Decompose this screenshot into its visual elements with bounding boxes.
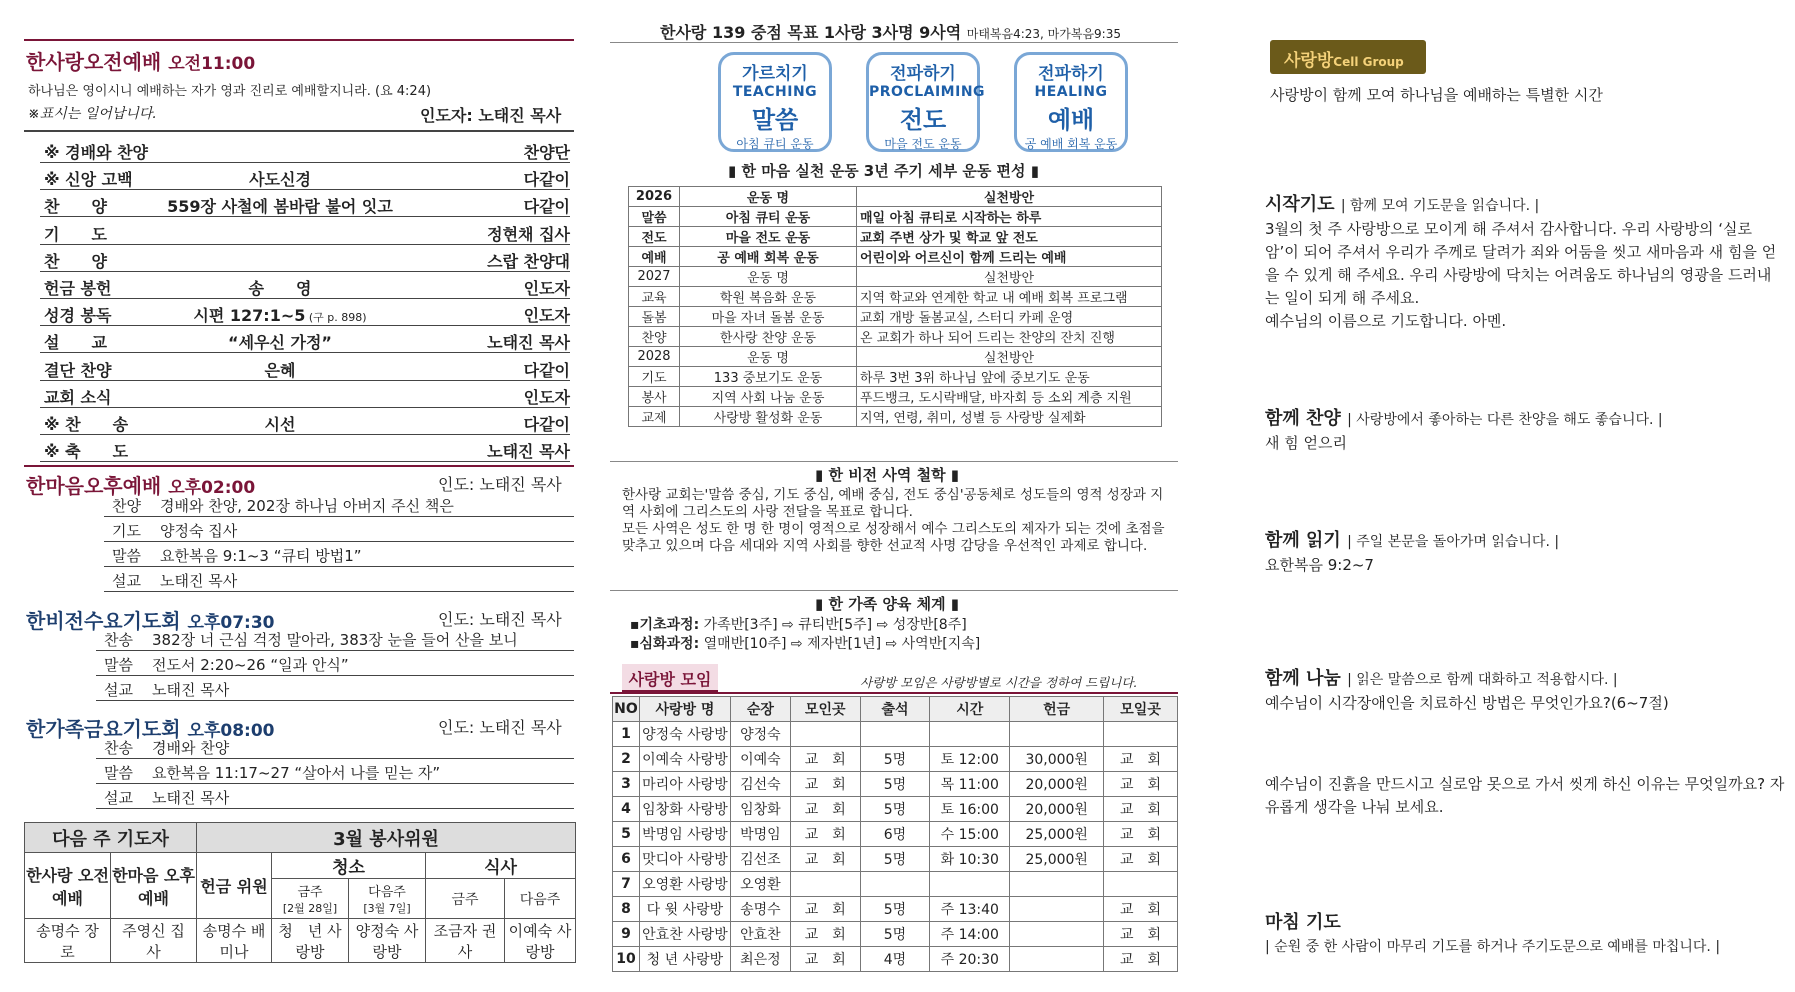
order-by: 다같이 [523,170,570,190]
groups-header: 시간 [930,697,1010,722]
order-by: 정현채 집사 [487,224,570,244]
order-row [104,567,574,592]
order-row [40,218,570,245]
groups-cell: 마리아 사랑방 [639,772,730,797]
badge-main: 말씀 [751,106,799,134]
movement-year: 2027 [629,267,680,287]
friday-leader: 인도: 노태진 목사 [438,718,562,737]
groups-cell: 교 회 [790,822,860,847]
groups-cell: 교 회 [790,897,860,922]
afternoon-title: 한마음오후예배 오후02:00 [26,474,256,498]
groups-cell: 5명 [860,772,930,797]
order-by: 인도자 [523,279,570,298]
order-label: 헌금 봉헌 [44,279,112,298]
movement-row [629,287,1162,307]
order-row [40,435,570,462]
order-row [96,784,574,809]
groups-cell: 4 [613,797,640,822]
meal-next-week: 다음주 [505,879,576,919]
order-label: 찬송 [104,631,133,649]
order-content: 양정숙 집사 [160,522,238,540]
groups-cell [860,722,930,747]
groups-cell: 화 10:30 [930,847,1010,872]
order-row [40,326,570,353]
badge-english: TEACHING [732,84,818,100]
friday-title: 한가족금요기도회 오후08:00 [26,717,275,741]
movement-cat: 봉사 [629,387,680,407]
order-content: 요한복음 11:17~27 “살아서 나를 믿는 자” [152,764,441,782]
groups-cell [930,722,1010,747]
goal-title: 한사랑 139 중점 목표 1사랑 3사명 9사역 마태복음4:23, 마가복음9:35 [660,23,1121,42]
morning-leader: 인도자: 노태진 목사 [420,106,562,125]
col-morning: 한사랑 오전예배 [25,853,111,919]
groups-cell: 박명임 사랑방 [639,822,730,847]
vision-text: 한사랑 교회는'말씀 중심, 기도 중심, 예배 중심, 전도 중심'공동체로 성도들의 영적 성장과 지역 사회에 그리스도의 사랑 전달을 목표로 합니다. 모든 사역은 성도 한 명 한 명이 영적으로 성장해서 예수 그리스도의 제자가 되는 것에 초점을 맞추고 있으며 다음 세대와 지역 사회를 향한 선교적 사명 감당을 우선적인 과제로 합니다. [622,487,1165,554]
movement-cat: 말씀 [629,207,680,227]
movement-name: 마을 전도 운동 [680,227,857,247]
badge-korean: 전파하기 [890,64,956,84]
groups-cell [790,872,860,897]
groups-cell: 이예숙 [730,747,790,772]
groups-cell: 박명임 [730,822,790,847]
groups-header: 순장 [730,697,790,722]
groups-cell [1104,872,1178,897]
badge-sub: 아침 큐티 운동 [736,137,814,151]
groups-cell: 교 회 [1104,947,1178,972]
movement-row [629,327,1162,347]
movement-year-row [629,267,1162,287]
groups-cell: 김선조 [730,847,790,872]
order-row [96,734,574,759]
order-row [104,542,574,567]
order-label: 말씀 [104,764,133,782]
badge-전도 [866,52,986,152]
order-label: 찬송 [104,739,133,757]
order-row [40,190,570,217]
groups-cell [930,872,1010,897]
movement-cat: 기도 [629,367,680,387]
movement-plan: 교회 주변 상가 및 학교 앞 전도 [857,227,1162,247]
order-row [40,381,570,408]
meal-this-week: 금주 [426,879,505,919]
vision-rule [610,461,1178,462]
read-text: 요한복음 9:2~7 [1265,556,1374,574]
badge-sub: 마을 전도 운동 [884,137,962,151]
groups-cell: 이예숙 사랑방 [639,747,730,772]
movement-name: 한사랑 찬양 운동 [680,327,857,347]
groups-header: NO [613,697,640,722]
clean-head: 청소 [272,853,426,879]
groups-cell: 맛디아 사랑방 [639,847,730,872]
month-head: 3월 봉사위원 [197,823,576,853]
order-label: 설 교 [44,333,107,353]
groups-cell: 10 [613,947,640,972]
v-meal-next: 이예숙 사랑방 [505,919,576,963]
movement-row [629,387,1162,407]
v-morning: 송명수 장 로 [25,919,111,963]
groups-cell: 20,000원 [1010,772,1104,797]
groups-header: 헌금 [1010,697,1104,722]
groups-cell: 교 회 [790,797,860,822]
groups-cell: 임창화 사랑방 [639,797,730,822]
groups-row [613,897,1178,922]
groups-cell [860,872,930,897]
groups-cell [1010,722,1104,747]
sing-text: 새 힘 얻으리 [1265,434,1347,452]
share-title: 함께 나눔 | 읽은 말씀으로 함께 대화하고 적용합시다. | [1265,668,1618,689]
family-title: ▮ 한 가족 양육 체계 ▮ [815,595,960,613]
movement-head-plan: 실천방안 [857,267,1162,287]
movement-head-name: 운동 명 [680,267,857,287]
groups-cell: 5명 [860,922,930,947]
groups-cell: 오영환 사랑방 [639,872,730,897]
v-offering: 송명수 배미나 [197,919,272,963]
order-label: 말씀 [104,656,133,674]
badge-main: 예배 [1047,106,1095,134]
morning-verse: 하나님은 영이시니 예배하는 자가 영과 진리로 예배할지니라. (요 4:24) [28,84,432,99]
close-note: | 순원 중 한 사람이 마무리 기도를 하거나 주기도문으로 예배를 마칩니다. | [1265,939,1721,955]
groups-cell: 교 회 [1104,822,1178,847]
movement-cat: 교제 [629,407,680,427]
movement-name: 학원 복음화 운동 [680,287,857,307]
order-content: 시편 127:1~5 (구 p. 898) [193,306,367,326]
movement-year: 2026 [629,187,680,207]
order-content: 노태진 목사 [152,681,230,699]
order-label: ※ 찬 송 [44,415,129,434]
groups-cell: 양정숙 사랑방 [639,722,730,747]
groups-cell: 3 [613,772,640,797]
badge-sub: 공 예배 회복 운동 [1024,137,1118,151]
groups-header: 모인곳 [790,697,860,722]
order-by: 노태진 목사 [487,333,570,353]
movement-plan: 매일 아침 큐티로 시작하는 하루 [857,207,1162,227]
groups-cell [1010,947,1104,972]
order-content: 노태진 목사 [152,789,230,807]
order-by: 다같이 [523,197,570,217]
open-prayer-title: 시작기도 | 함께 모여 기도문을 읽습니다. | [1265,194,1540,215]
badge-말씀 [718,52,832,152]
order-label: ※ 신앙 고백 [44,170,133,190]
order-label: 결단 찬양 [44,360,112,380]
movement-plan: 지역, 연령, 취미, 성별 등 사랑방 실제화 [857,407,1162,427]
col-afternoon: 한마음 오후예배 [111,853,197,919]
groups-cell: 목 11:00 [930,772,1010,797]
wednesday-leader: 인도: 노태진 목사 [438,610,562,629]
groups-tab: 사랑방 모임 [622,664,718,693]
groups-cell: 최은정 [730,947,790,972]
groups-cell: 안효찬 [730,922,790,947]
groups-cell: 5 [613,822,640,847]
movement-year: 2028 [629,347,680,367]
service-volunteer-table [24,822,576,963]
order-label: 교회 소식 [44,387,112,407]
movement-row [629,207,1162,227]
read-title: 함께 읽기 | 주일 본문을 돌아가며 읽습니다. | [1265,530,1560,551]
movement-name: 공 예배 회복 운동 [680,247,857,267]
groups-rule [610,692,1178,694]
order-by: 다같이 [523,415,570,434]
groups-cell: 양정숙 [730,722,790,747]
movement-plan: 어린이와 어르신이 함께 드리는 예배 [857,247,1162,267]
movement-name: 아침 큐티 운동 [680,207,857,227]
groups-cell: 교 회 [790,772,860,797]
order-row [40,408,570,435]
groups-cell: 25,000원 [1010,847,1104,872]
groups-cell: 25,000원 [1010,822,1104,847]
groups-row [613,872,1178,897]
order-label: ※ 축 도 [44,442,129,462]
groups-header: 사랑방 명 [639,697,730,722]
groups-cell: 송명수 [730,897,790,922]
morning-title: 한사랑오전예배 오전11:00 [26,50,256,74]
v-clean-this: 청 년 사랑방 [272,919,349,963]
groups-cell: 5명 [860,847,930,872]
groups-cell: 6명 [860,822,930,847]
order-row [96,651,574,676]
order-row [96,626,574,651]
movement-row [629,367,1162,387]
movement-row [629,247,1162,267]
groups-cell: 5명 [860,897,930,922]
cell-intro: 사랑방이 함께 모여 하나님을 예배하는 특별한 시간 [1270,86,1603,104]
groups-cell: 토 12:00 [930,747,1010,772]
order-content: 요한복음 9:1~3 “큐티 방법1” [160,547,362,565]
groups-header-row [613,697,1178,722]
order-row [40,272,570,299]
movement-name: 지역 사회 나눔 운동 [680,387,857,407]
movement-head-plan: 실천방안 [857,187,1162,207]
afternoon-rule [24,465,574,467]
groups-note: 사랑방 모임은 사랑방별로 시간을 정하여 드립니다. [860,675,1138,690]
meal-head: 식사 [426,853,576,879]
badge-main: 전도 [899,106,947,134]
groups-cell: 교 회 [790,947,860,972]
groups-row [613,722,1178,747]
share-q2: 예수님이 진흙을 만드시고 실로암 못으로 가서 씻게 하신 이유는 무엇일까요? 자유롭게 생각을 나눠 보세요. [1265,775,1785,816]
order-content: 은혜 [264,360,296,380]
movement-cat: 예배 [629,247,680,267]
movement-name: 마을 자녀 돌봄 운동 [680,307,857,327]
close-title: 마침 기도 [1265,912,1341,933]
badge-예배 [1014,52,1128,152]
groups-cell [1010,922,1104,947]
family-rule [610,590,1178,591]
movement-table [628,186,1162,427]
groups-row [613,822,1178,847]
groups-cell: 교 회 [1104,922,1178,947]
order-content: 경배와 찬양, 202장 하나님 아버지 주신 책은 [160,497,454,515]
order-content: 전도서 2:20~26 “일과 안식” [152,656,349,674]
groups-row [613,922,1178,947]
groups-row [613,847,1178,872]
groups-cell: 30,000원 [1010,747,1104,772]
order-content: “세우신 가정” [228,333,332,353]
movement-cat: 찬양 [629,327,680,347]
order-row [40,163,570,190]
groups-cell: 다 윗 사랑방 [639,897,730,922]
movement-plan: 지역 학교와 연계한 학교 내 예배 회복 프로그램 [857,287,1162,307]
groups-cell: 5명 [860,747,930,772]
groups-cell: 교 회 [1104,847,1178,872]
groups-cell: 4명 [860,947,930,972]
goal-rule [610,42,1178,43]
clean-next-week: 다음주 [3월 7일] [349,879,426,919]
order-content: 송 영 [248,279,312,298]
order-content-small: (구 p. 898) [305,311,367,325]
family-text: ▪기초과정: 가족반[3주] ⇨ 큐티반[5주] ⇨ 성장반[8주] ▪심화과정: 열매반[10주] ⇨ 제자반[1년] ⇨ 사역반[지속] [630,617,981,652]
groups-cell: 주 20:30 [930,947,1010,972]
top-rule [24,39,574,41]
movement-plan: 교회 개방 돌봄교실, 스터디 카페 운영 [857,307,1162,327]
badge-english: HEALING [1034,84,1108,100]
groups-cell: 교 회 [1104,772,1178,797]
order-label: 찬 양 [44,251,107,271]
order-content: 경배와 찬양 [152,739,230,757]
clean-this-week: 금주 [2월 28일] [272,879,349,919]
groups-cell: 5명 [860,797,930,822]
v-clean-next: 양정숙 사랑방 [349,919,426,963]
order-by: 노태진 목사 [487,442,570,462]
order-by: 찬양단 [523,143,570,162]
movement-head-name: 운동 명 [680,187,857,207]
groups-cell: 2 [613,747,640,772]
badge-korean: 전파하기 [1038,64,1104,84]
groups-cell: 7 [613,872,640,897]
order-label: 기 도 [44,224,107,244]
groups-table [612,696,1178,972]
order-label: 찬양 [112,497,141,515]
order-label: 설교 [112,572,141,590]
groups-cell: 주 13:40 [930,897,1010,922]
groups-cell: 주 14:00 [930,922,1010,947]
groups-cell: 교 회 [790,922,860,947]
movement-year-row [629,347,1162,367]
order-label: 말씀 [112,547,141,565]
badge-english: PROCLAIMING [869,84,986,100]
order-row [104,517,574,542]
order-by: 인도자 [523,387,570,407]
groups-cell: 9 [613,922,640,947]
groups-cell: 6 [613,847,640,872]
movement-cat: 전도 [629,227,680,247]
order-content: 시선 [264,415,296,434]
movement-plan: 하루 3번 3위 하나님 앞에 중보기도 운동 [857,367,1162,387]
movement-row [629,227,1162,247]
movement-head-plan: 실천방안 [857,347,1162,367]
groups-cell: 교 회 [790,747,860,772]
order-content: 559장 사철에 봄바람 불어 잇고 [167,197,393,217]
groups-cell [1010,872,1104,897]
prayer-head: 다음 주 기도자 [25,823,197,853]
open-prayer-text: 3월의 첫 주 사랑방으로 모이게 해 주셔서 감사합니다. 우리 사랑방의 ‘실로암’이 되어 주셔서 우리가 주께로 달려가 죄와 어둠을 씻고 새마음과 새 힘을 얻을 수 있게 해 주세요. 우리 사랑방에 닥치는 어려움도 하나님의 영광을 드러내는 일이 되게 해 주세요. 예수님의 이름으로 기도합니다. 아멘. [1265,220,1777,330]
order-by: 스랍 찬양대 [487,251,570,271]
order-row [96,676,574,701]
order-by: 인도자 [523,306,570,326]
movement-plan: 푸드뱅크, 도시락배달, 바자회 등 소외 계층 지원 [857,387,1162,407]
order-label: 성경 봉독 [44,306,112,326]
v-meal-this: 조금자 권 사 [426,919,505,963]
groups-cell: 오영환 [730,872,790,897]
movement-head-name: 운동 명 [680,347,857,367]
groups-header: 모일곳 [1104,697,1178,722]
movement-name: 사랑방 활성화 운동 [680,407,857,427]
groups-header: 출석 [860,697,930,722]
groups-cell: 교 회 [1104,747,1178,772]
groups-cell: 김선숙 [730,772,790,797]
order-content: 382장 너 근심 걱정 말아라, 383장 눈을 들어 산을 보니 [152,631,518,649]
groups-row [613,797,1178,822]
groups-cell: 임창화 [730,797,790,822]
badge-korean: 가르치기 [742,64,808,84]
wednesday-title: 한비전수요기도회 오후07:30 [26,609,275,633]
groups-cell [1010,897,1104,922]
groups-cell [1104,722,1178,747]
v-afternoon: 주영신 집 사 [111,919,197,963]
share-q1: 예수님이 시각장애인을 치료하신 방법은 무엇인가요?(6~7절) [1265,694,1669,712]
order-label: 설교 [104,789,133,807]
stand-note: ※표시는 일어납니다. [28,106,157,122]
groups-cell [790,722,860,747]
afternoon-leader: 인도: 노태진 목사 [438,475,562,494]
movement-title: ▮ 한 마음 실천 운동 3년 주기 세부 운동 편성 ▮ [728,162,1040,180]
movement-plan: 온 교회가 하나 되어 드리는 찬양의 잔치 진행 [857,327,1162,347]
divider [24,130,574,132]
order-label: ※ 경배와 찬양 [44,143,148,162]
order-row [40,245,570,272]
groups-cell: 20,000원 [1010,797,1104,822]
groups-cell: 토 16:00 [930,797,1010,822]
groups-cell: 안효찬 사랑방 [639,922,730,947]
order-row [40,299,570,326]
order-row [40,354,570,381]
order-row [96,759,574,784]
movement-cat: 돌봄 [629,307,680,327]
groups-cell: 교 회 [1104,797,1178,822]
order-content: 노태진 목사 [160,572,238,590]
movement-year-row [629,187,1162,207]
order-label: 찬 양 [44,197,107,217]
groups-cell: 수 15:00 [930,822,1010,847]
groups-cell: 교 회 [1104,897,1178,922]
cell-badge: 사랑방Cell Group [1270,40,1426,74]
groups-row [613,747,1178,772]
groups-row [613,947,1178,972]
vision-title: ▮ 한 비전 사역 철학 ▮ [815,466,960,484]
movement-row [629,407,1162,427]
order-by: 다같이 [523,360,570,380]
groups-cell: 1 [613,722,640,747]
movement-cat: 교육 [629,287,680,307]
movement-name: 133 중보기도 운동 [680,367,857,387]
order-row [40,136,570,163]
groups-cell: 8 [613,897,640,922]
movement-row [629,307,1162,327]
order-label: 설교 [104,681,133,699]
groups-cell: 청 년 사랑방 [639,947,730,972]
order-content: 사도신경 [249,170,311,190]
groups-row [613,772,1178,797]
groups-cell: 교 회 [790,847,860,872]
col-offering: 헌금 위원 [197,853,272,919]
sing-title: 함께 찬양 | 사랑방에서 좋아하는 다른 찬양을 해도 좋습니다. | [1265,408,1663,429]
order-label: 기도 [112,522,141,540]
order-row [104,492,574,517]
